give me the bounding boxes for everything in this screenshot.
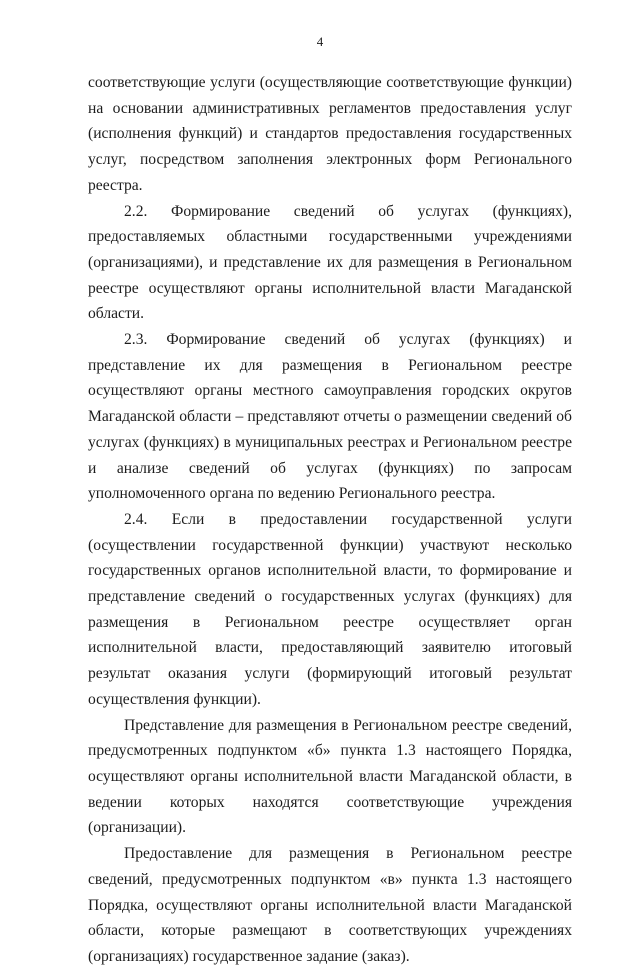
page-number: 4 — [316, 34, 324, 49]
paragraph-subitem-b: Представление для размещения в Региональном реестре сведений, предусмотренных подпунктом «б» пункта 1.3 настоящего Порядка, осуществляют органы исполнительной власти Магаданской области, в ведении которых находятся соответствующие учреждения (организации). — [88, 716, 572, 837]
paragraph-continuation: соответствующие услуги (осуществляющие соответствующие функции) на основании административных регламентов предоставления услуг (исполнения функций) и стандартов предоставления государственных услуг, посредством заполнения электронных форм Регионального реестра. — [88, 74, 572, 194]
paragraph-2-3: 2.3. Формирование сведений об услугах (функциях) и представление их для размещения в Региональном реестре осуществляют органы местного самоуправления городских округов Магаданской области – представляют отчеты о размещении сведений об услугах (функциях) в муниципальных реестрах и Региональном реестре и анализе сведений об услугах (функциях) по запросам уполномоченного органа по ведению Регионального реестра. — [88, 331, 572, 503]
paragraph-2-4: 2.4. Если в предоставлении государственной услуги (осуществлении государственной функции) участвуют несколько государственных органов исполнительной власти, то формирование и представление сведений о государственных услугах (функциях) для размещения в Региональном реестре осуществляет орган исполнительной власти, предоставляющий заявителю итоговый результат оказания услуги (формирующий итоговый результат осуществления функции). — [88, 510, 572, 708]
paragraph-subitem-v: Предоставление для размещения в Региональном реестре сведений, предусмотренных подпунктом «в» пункта 1.3 настоящего Порядка, осуществляют органы исполнительной власти Магаданской области, которые размещают в соответствующих учреждениях (организациях) государственное задание (заказ). — [88, 845, 572, 965]
document-body — [88, 70, 572, 970]
paragraph-2-2: 2.2. Формирование сведений об услугах (функциях), предоставляемых областными государственными учреждениями (организациями), и представление их для размещения в Региональном реестре осуществляют органы исполнительной власти Магаданской области. — [88, 202, 572, 323]
